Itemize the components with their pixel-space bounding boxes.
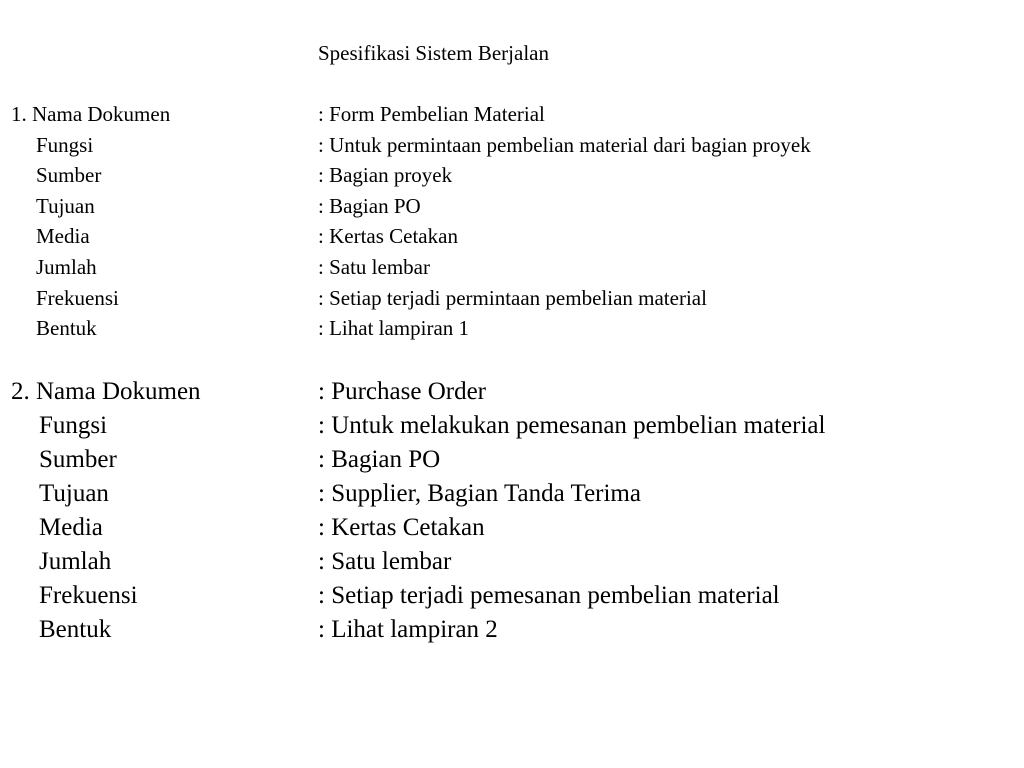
spec-row-jumlah <box>0 254 1024 285</box>
spec-value: : Bagian PO <box>318 446 441 473</box>
spec-row-nama-dokumen <box>0 377 1024 411</box>
spec-label: Bentuk <box>36 316 97 341</box>
spec-value: : Satu lembar <box>318 548 452 575</box>
spec-value: : Purchase Order <box>318 378 486 405</box>
spec-row-bentuk <box>0 315 1024 346</box>
spec-value: : Untuk melakukan pemesanan pembelian material <box>318 412 826 439</box>
spec-row-sumber <box>0 162 1024 193</box>
spec-row-media <box>0 223 1024 254</box>
spec-row-jumlah <box>0 547 1024 581</box>
spec-label: Tujuan <box>39 480 109 507</box>
spec-label: 2. Nama Dokumen <box>11 378 201 405</box>
spec-row-tujuan <box>0 193 1024 224</box>
spec-row-bentuk <box>0 615 1024 649</box>
spec-label: Sumber <box>39 446 117 473</box>
spec-row-fungsi <box>0 411 1024 445</box>
spec-row-nama-dokumen <box>0 101 1024 132</box>
spec-label: Bentuk <box>39 616 112 643</box>
spec-label: Frekuensi <box>36 285 119 310</box>
spec-label: Tujuan <box>36 193 95 218</box>
spec-label: Fungsi <box>36 132 94 157</box>
document-spec-2 <box>0 377 1024 649</box>
spec-label: Frekuensi <box>39 582 138 609</box>
spec-row-frekuensi <box>0 581 1024 615</box>
spec-row-fungsi <box>0 132 1024 163</box>
spec-row-tujuan <box>0 479 1024 513</box>
spec-value: : Setiap terjadi pemesanan pembelian material <box>318 582 780 609</box>
spec-label: 1. Nama Dokumen <box>11 102 171 126</box>
spec-label: Media <box>39 514 103 541</box>
page-title: Spesifikasi Sistem Berjalan <box>318 41 549 65</box>
spec-value: : Supplier, Bagian Tanda Terima <box>318 480 641 507</box>
spec-label: Fungsi <box>39 412 108 439</box>
spec-value: : Lihat lampiran 2 <box>318 616 498 643</box>
spec-value: : Setiap terjadi permintaan pembelian material <box>318 285 707 310</box>
document-spec-1 <box>0 101 1024 346</box>
spec-row-sumber <box>0 445 1024 479</box>
spec-value: : Satu lembar <box>318 254 430 279</box>
spec-label: Jumlah <box>39 548 112 575</box>
spec-label: Media <box>36 224 90 249</box>
spec-row-frekuensi <box>0 285 1024 316</box>
spec-value: : Kertas Cetakan <box>318 514 485 541</box>
spec-value: : Kertas Cetakan <box>318 224 458 249</box>
spec-value: : Bagian PO <box>318 193 421 218</box>
spec-label: Jumlah <box>36 254 97 279</box>
spec-value: : Untuk permintaan pembelian material dari bagian proyek <box>318 132 811 157</box>
spec-row-media <box>0 513 1024 547</box>
spec-value: : Bagian proyek <box>318 163 453 188</box>
spec-label: Sumber <box>36 163 102 188</box>
spec-value: : Form Pembelian Material <box>318 102 545 126</box>
spec-value: : Lihat lampiran 1 <box>318 316 470 341</box>
